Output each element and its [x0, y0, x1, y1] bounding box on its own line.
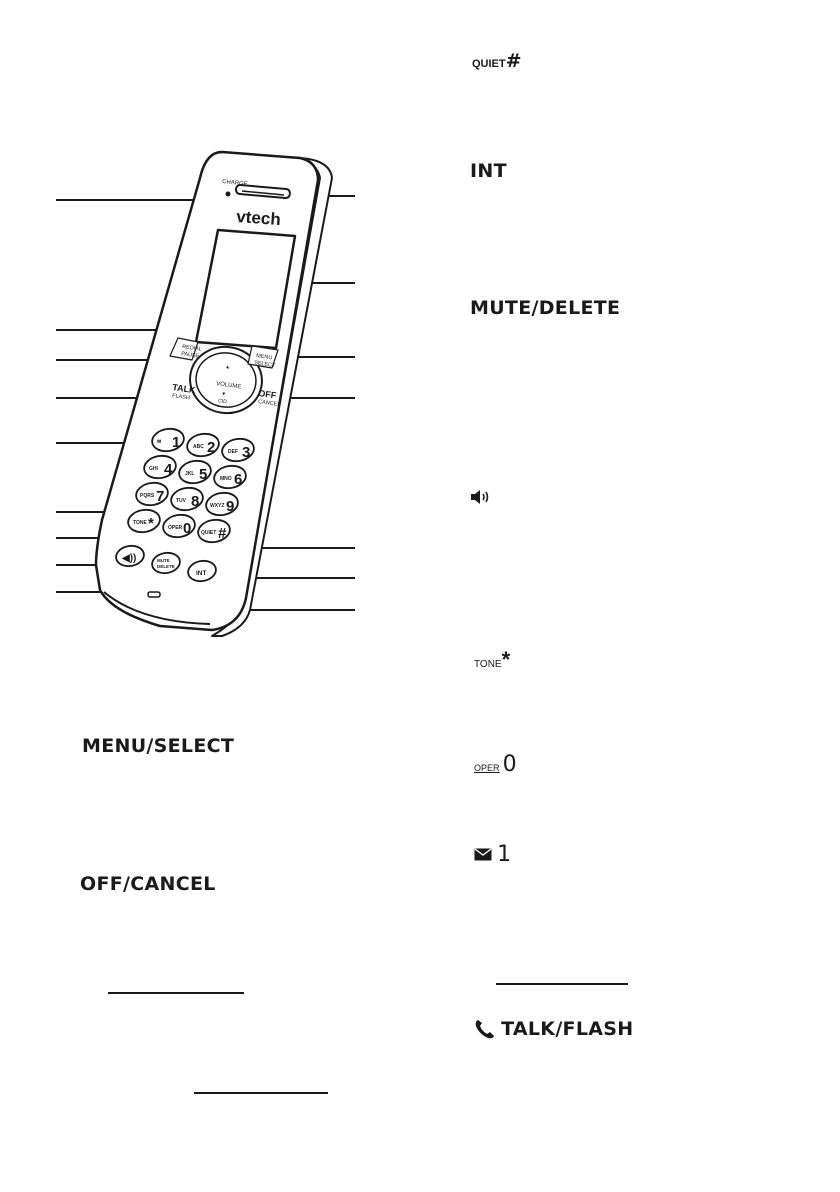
- menu-select-heading: MENU/SELECT: [82, 735, 235, 757]
- svg-text:4: 4: [164, 461, 173, 478]
- svg-text:✉: ✉: [157, 439, 162, 445]
- star-symbol: *: [501, 647, 511, 672]
- svg-text:PQRS: PQRS: [140, 493, 155, 499]
- select-label: SELECT: [253, 360, 276, 369]
- brand-logo: vtech: [235, 207, 282, 230]
- int-heading: INT: [470, 160, 507, 182]
- oper-key-label: [474, 752, 517, 777]
- cid-label: CID: [217, 398, 228, 406]
- svg-text:TONE: TONE: [133, 520, 147, 526]
- off-label: OFF: [257, 388, 277, 401]
- charge-label: CHARGE: [221, 179, 248, 188]
- svg-text:0: 0: [183, 520, 192, 537]
- svg-text:1: 1: [172, 434, 181, 451]
- voicemail-key-label: [474, 842, 511, 867]
- mute-delete-heading: MUTE/DELETE: [470, 297, 621, 319]
- svg-text:9: 9: [226, 498, 235, 515]
- svg-text:TUV: TUV: [176, 498, 186, 504]
- svg-text:8: 8: [191, 493, 200, 510]
- quiet-key-label: [472, 50, 522, 72]
- svg-text:MNO: MNO: [220, 476, 232, 482]
- talk-label: TALK: [171, 382, 197, 396]
- volume-label: VOLUME: [215, 381, 242, 391]
- off-cancel-heading: OFF/CANCEL: [80, 873, 216, 895]
- flash-label: FLASH: [171, 393, 191, 402]
- pound-symbol: #: [505, 50, 522, 72]
- tone-text: TONE: [474, 659, 502, 670]
- handset-illustration: [0, 140, 400, 650]
- svg-text:◀)): ◀)): [122, 553, 137, 564]
- svg-text:DEF: DEF: [228, 449, 238, 455]
- quiet-text: QUIET: [472, 58, 506, 70]
- svg-text:6: 6: [234, 471, 243, 488]
- svg-text:3: 3: [242, 444, 251, 461]
- svg-text:QUIET: QUIET: [201, 530, 217, 536]
- svg-text:5: 5: [199, 466, 208, 483]
- svg-text:▲: ▲: [224, 364, 231, 371]
- svg-text:2: 2: [207, 439, 216, 456]
- svg-text:JKL: JKL: [185, 471, 195, 477]
- svg-text:#: #: [218, 525, 227, 542]
- envelope-icon: [474, 848, 492, 861]
- svg-text:▼: ▼: [220, 391, 227, 398]
- divider-line: [108, 992, 244, 994]
- svg-text:INT: INT: [196, 570, 207, 577]
- divider-line: [496, 983, 628, 985]
- redial-label: REDIAL: [181, 344, 203, 353]
- pause-label: PAUSE: [180, 351, 200, 360]
- one-digit: 1: [497, 842, 512, 867]
- svg-text:7: 7: [156, 488, 165, 505]
- svg-text:OPER: OPER: [168, 525, 183, 531]
- menu-label: MENU: [255, 353, 273, 362]
- cancel-label: CANCEL: [257, 399, 281, 409]
- charge-led: [226, 192, 231, 197]
- svg-text:MUTE: MUTE: [157, 558, 170, 563]
- svg-text:WXYZ: WXYZ: [210, 503, 225, 509]
- svg-text:ABC: ABC: [193, 444, 204, 450]
- svg-text:DELETE: DELETE: [157, 564, 175, 569]
- talk-flash-heading: TALK/FLASH: [501, 1018, 634, 1040]
- speaker-icon: [470, 488, 494, 506]
- divider-line: [194, 1092, 328, 1094]
- zero-digit: 0: [502, 752, 517, 777]
- talk-flash-heading-row: [474, 1018, 633, 1040]
- svg-text:*: *: [148, 515, 154, 532]
- oper-text: OPER: [474, 763, 500, 773]
- tone-key-label: [474, 647, 510, 673]
- svg-text:GHI: GHI: [149, 466, 158, 472]
- handset-icon: [474, 1018, 496, 1040]
